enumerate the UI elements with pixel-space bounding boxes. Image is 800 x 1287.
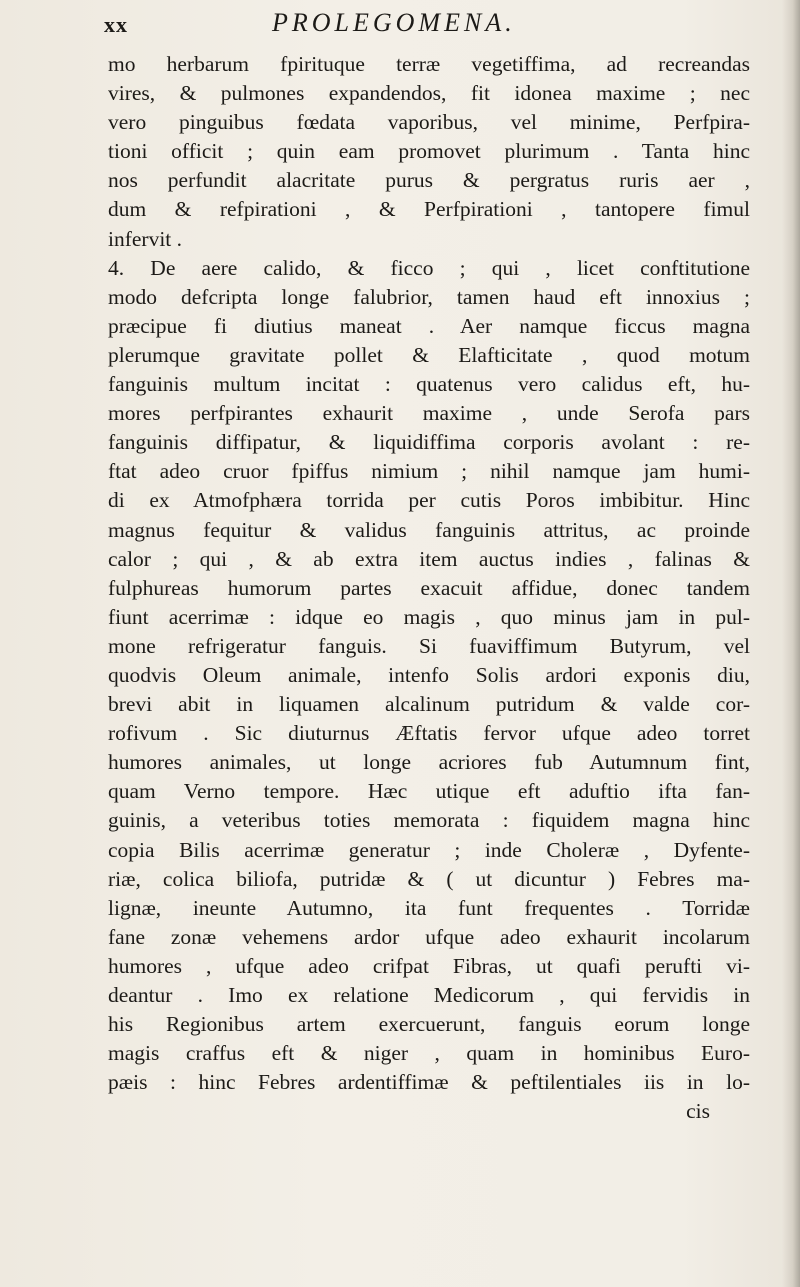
text-line: mores perfpirantes exhaurit maxime , unde Serofa pars xyxy=(108,401,750,426)
text-line: tioni officit ; quin eam promovet plurimum . Tanta hinc xyxy=(108,139,750,164)
text-line: di ex Atmofphæra torrida per cutis Poros imbibitur. Hinc xyxy=(108,488,750,513)
text-line: magnus fequitur & validus fanguinis attritus, ac proinde xyxy=(108,517,750,542)
text-line: nos perfundit alacritate purus & pergratus ruris aer , xyxy=(108,168,750,193)
text-line: quodvis Oleum animale, intenfo Solis ardori exponis diu, xyxy=(108,662,750,687)
text-line: guinis, a veteribus toties memorata : fiquidem magna hinc xyxy=(108,808,750,833)
catchword: cis xyxy=(686,1099,710,1124)
text-line: calor ; qui , & ab extra item auctus indies , falinas & xyxy=(108,546,750,571)
text-line: vires, & pulmones expandendos, fit idonea maxime ; nec xyxy=(108,81,750,106)
text-line: riæ, colica biliofa, putridæ & ( ut dicuntur ) Febres ma- xyxy=(108,866,750,891)
text-line: fulphureas humorum partes exacuit affidue, donec tandem xyxy=(108,575,750,600)
text-line: quam Verno tempore. Hæc utique eft aduftio ifta fan- xyxy=(108,779,750,804)
text-line: fane zonæ vehemens ardor ufque adeo exhaurit incolarum xyxy=(108,924,750,949)
text-line: præcipue fi diutius maneat . Aer namque ficcus magna xyxy=(108,313,750,338)
text-line: lignæ, ineunte Autumno, ita funt frequentes . Torridæ xyxy=(108,895,750,920)
text-line: fanguinis diffipatur, & liquidiffima corporis avolant : re- xyxy=(108,430,750,455)
text-line: infervit . xyxy=(108,226,183,251)
text-line: fanguinis multum incitat : quatenus vero calidus eft, hu- xyxy=(108,372,750,397)
text-line: fiunt acerrimæ : idque eo magis , quo minus jam in pul- xyxy=(108,604,750,629)
text-line: pæis : hinc Febres ardentiffimæ & peftilentiales iis in lo- xyxy=(108,1070,750,1095)
text-line: 4. De aere calido, & ficco ; qui , licet conftitutione xyxy=(108,255,750,280)
text-line: humores , ufque adeo crifpat Fibras, ut quafi perufti vi- xyxy=(108,953,750,978)
text-line: ftat adeo cruor fpiffus nimium ; nihil namque jam humi- xyxy=(108,459,750,484)
text-line: dum & refpirationi , & Perfpirationi , tantopere fimul xyxy=(108,197,750,222)
body-text xyxy=(108,50,750,1126)
page-edge-shadow xyxy=(782,0,800,1287)
text-line: modo defcripta longe falubrior, tamen haud eft innoxius ; xyxy=(108,284,750,309)
text-line: vero pinguibus fœdata vaporibus, vel minime, Perfpira- xyxy=(108,110,750,135)
page-number: xx xyxy=(104,12,128,37)
text-line: rofivum . Sic diuturnus Æftatis fervor ufque adeo torret xyxy=(108,721,750,746)
text-line: his Regionibus artem exercuerunt, fanguis eorum longe xyxy=(108,1012,750,1037)
text-line: copia Bilis acerrimæ generatur ; inde Choleræ , Dyfente- xyxy=(108,837,750,862)
page-header xyxy=(104,6,744,42)
text-line: deantur . Imo ex relatione Medicorum , qui fervidis in xyxy=(108,983,750,1007)
text-line: mo herbarum fpirituque terræ vegetiffima, ad recreandas xyxy=(108,52,750,76)
text-line: magis craffus eft & niger , quam in hominibus Euro- xyxy=(108,1041,750,1066)
text-line: plerumque gravitate pollet & Elafticitate , quod motum xyxy=(108,342,750,367)
text-line: mone refrigeratur fanguis. Si fuaviffimum Butyrum, vel xyxy=(108,633,750,658)
text-line: humores animales, ut longe acriores fub Autumnum fint, xyxy=(108,750,750,775)
text-line: brevi abit in liquamen alcalinum putridum & valde cor- xyxy=(108,692,750,717)
running-title: PROLEGOMENA. xyxy=(272,8,516,37)
